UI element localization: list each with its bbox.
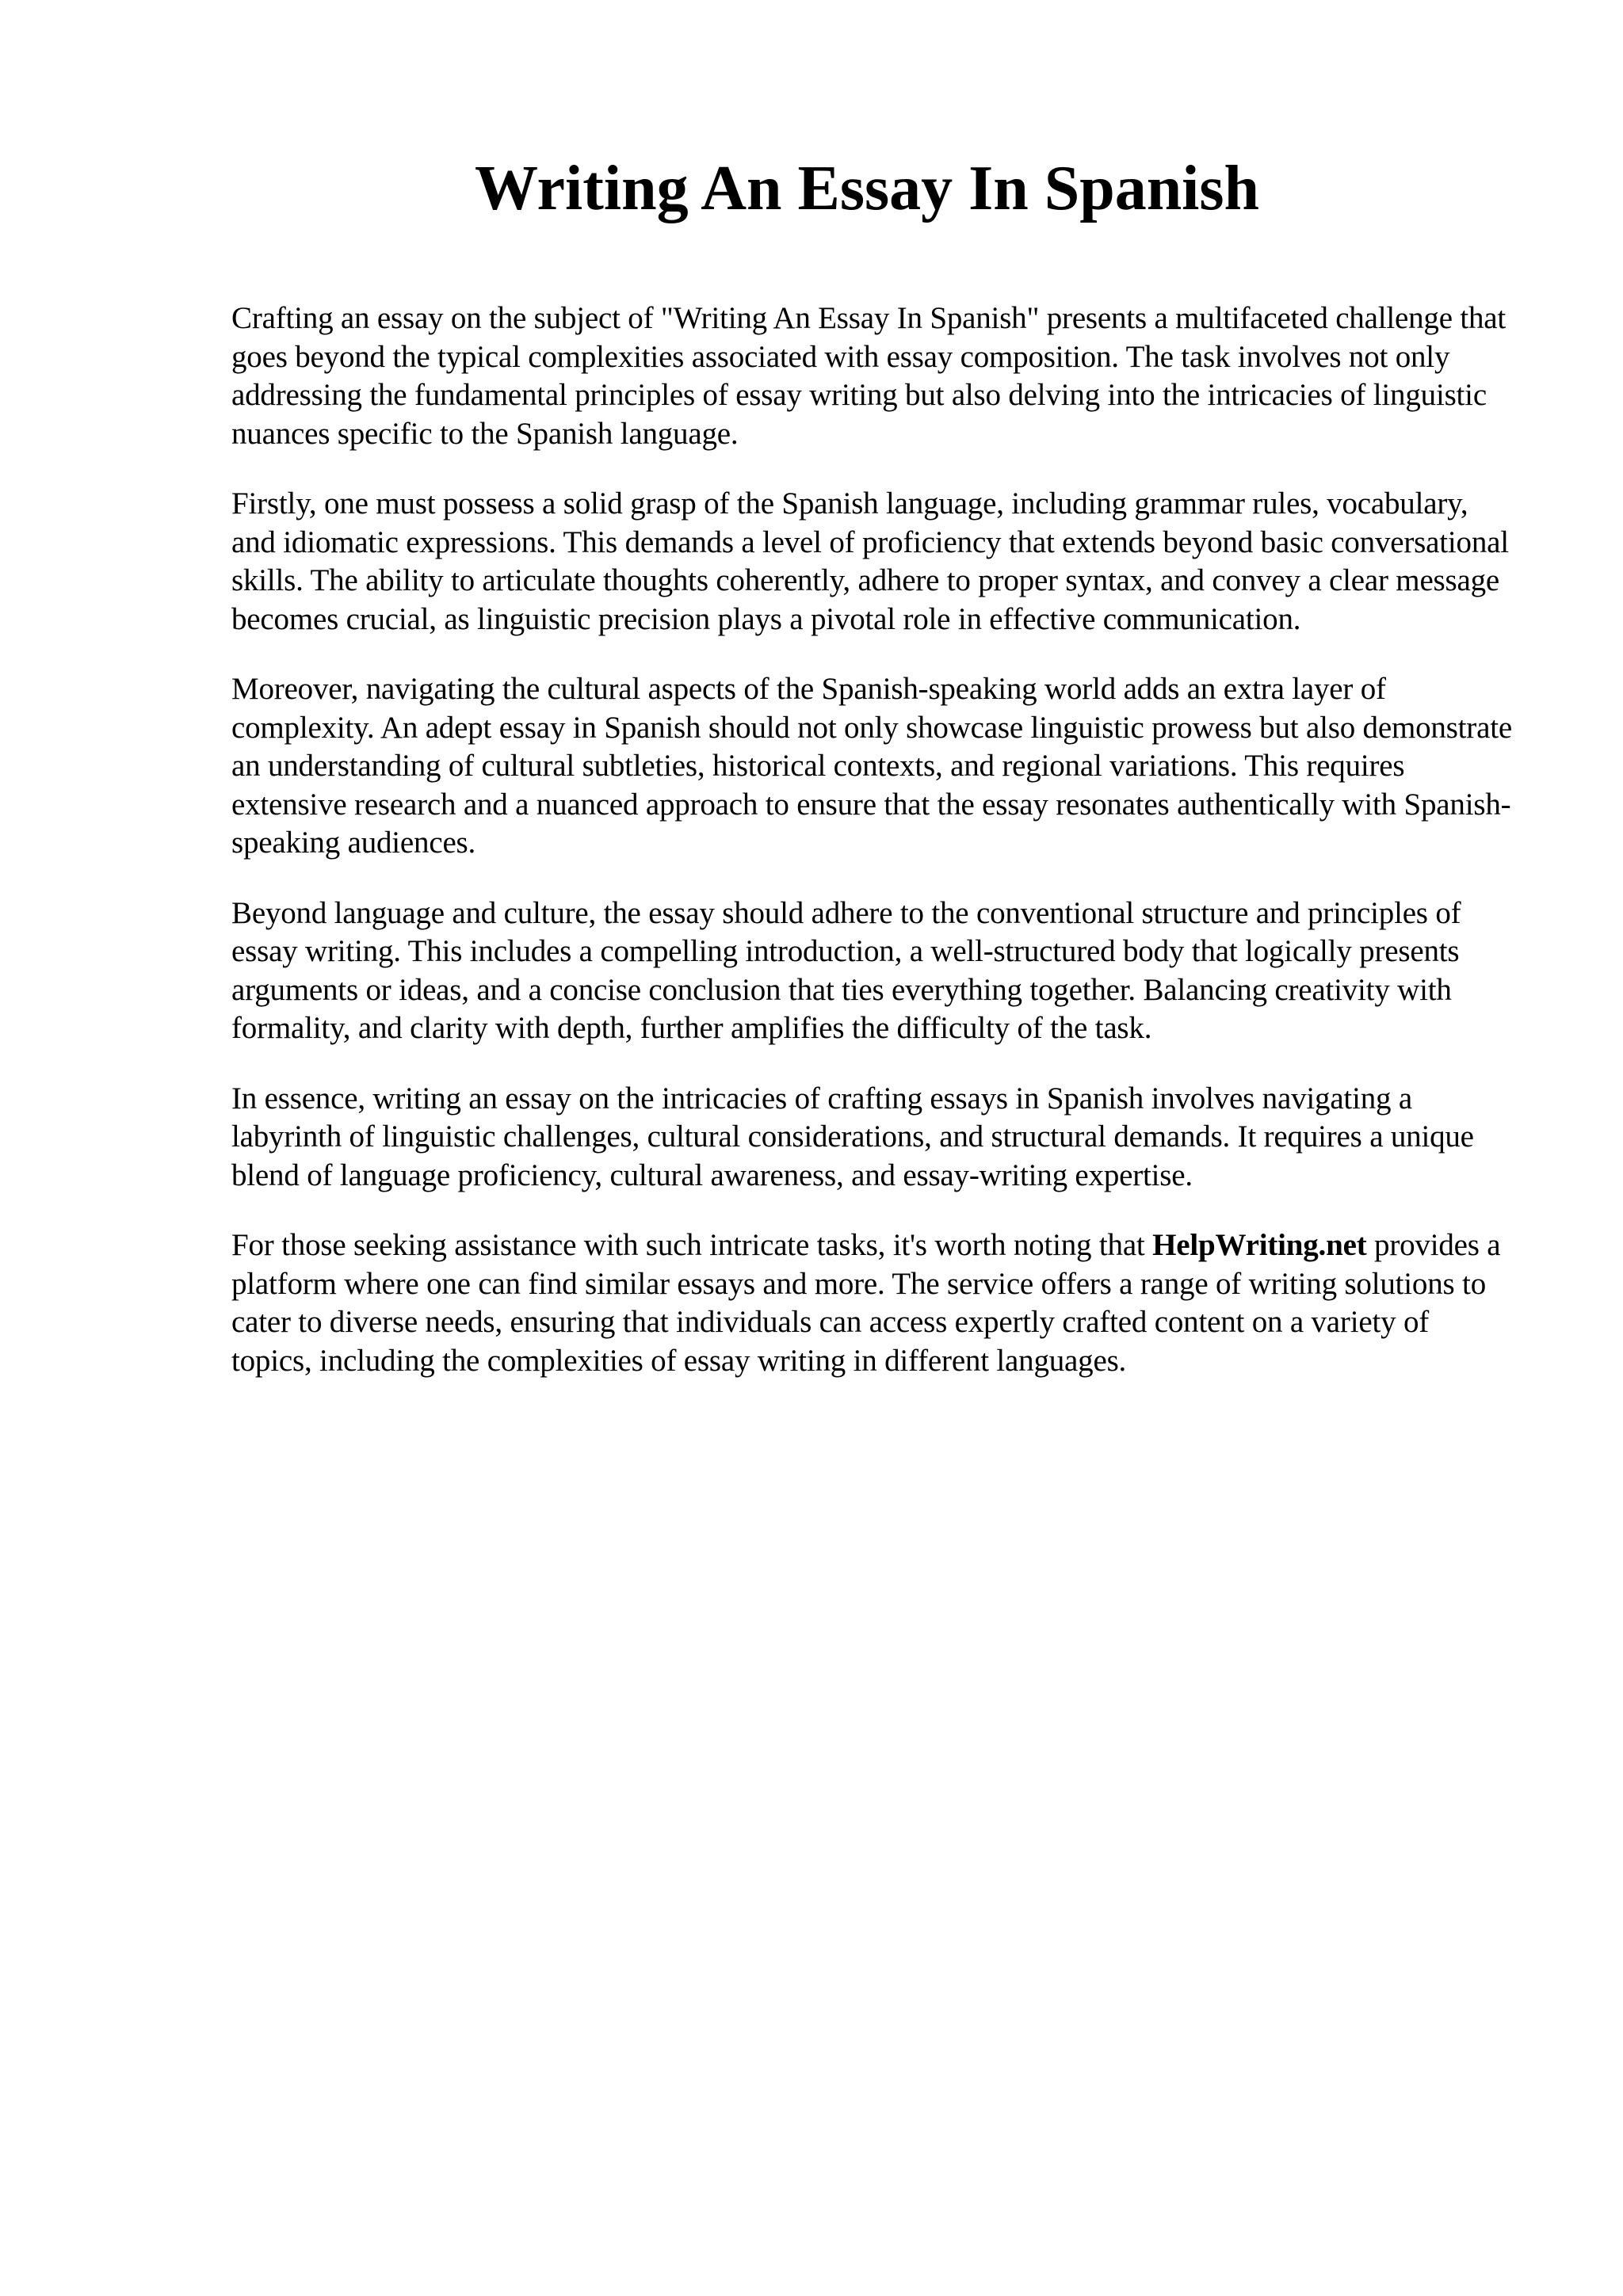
paragraph-summary: In essence, writing an essay on the intricacies of crafting essays in Spanish involves navigating a labyrinth of linguistic challenges, cultural considerations, and structural demands. It requires a unique blend of language proficiency, cultural awareness, and essay-writing expertise. bbox=[231, 1081, 1474, 1192]
document-body bbox=[231, 299, 1514, 1412]
closing-text-before: For those seeking assistance with such intricate tasks, it's worth noting that bbox=[231, 1228, 1153, 1262]
paragraph-essay-structure: Beyond language and culture, the essay should adhere to the conventional structure and principles of essay writing. This includes a compelling introduction, a well-structured body that logically presents arguments or ideas, and a concise conclusion that ties everything together. Balancing creativity with formality, and clarity with depth, further amplifies the difficulty of the task. bbox=[231, 895, 1461, 1045]
brand-name: HelpWriting.net bbox=[1152, 1228, 1367, 1262]
closing-text-after: provides a platform where one can find similar essays and more. The service offers a range of writing solutions to cater to diverse needs, ensuring that individuals can access expertly crafted content on a variety of topics, including the complexities of essay writing in different languages. bbox=[231, 1228, 1501, 1378]
paragraph-language-proficiency: Firstly, one must possess a solid grasp of the Spanish language, including grammar rules, vocabulary, and idiomatic expressions. This demands a level of proficiency that extends beyond basic conversational skills. The ability to articulate thoughts coherently, adhere to proper syntax, and convey a clear message becomes crucial, as linguistic precision plays a pivotal role in effective communication. bbox=[231, 486, 1509, 636]
paragraph-closing bbox=[231, 1226, 1514, 1380]
paragraph-cultural-aspects: Moreover, navigating the cultural aspects of the Spanish-speaking world adds an extra layer of complexity. An adept essay in Spanish should not only showcase linguistic prowess but also demonstrate an understanding of cultural subtleties, historical contexts, and regional variations. This requires extensive research and a nuanced approach to ensure that the essay resonates authentically with Spanish-speaking audiences. bbox=[231, 672, 1512, 860]
document-title: Writing An Essay In Spanish bbox=[474, 154, 1260, 223]
paragraph-intro: Crafting an essay on the subject of "Writing An Essay In Spanish" presents a multifaceted challenge that goes beyond the typical complexities associated with essay composition. The task involves not only addressing the fundamental principles of essay writing but also delving into the intricacies of linguistic nuances specific to the Spanish language. bbox=[231, 301, 1507, 451]
